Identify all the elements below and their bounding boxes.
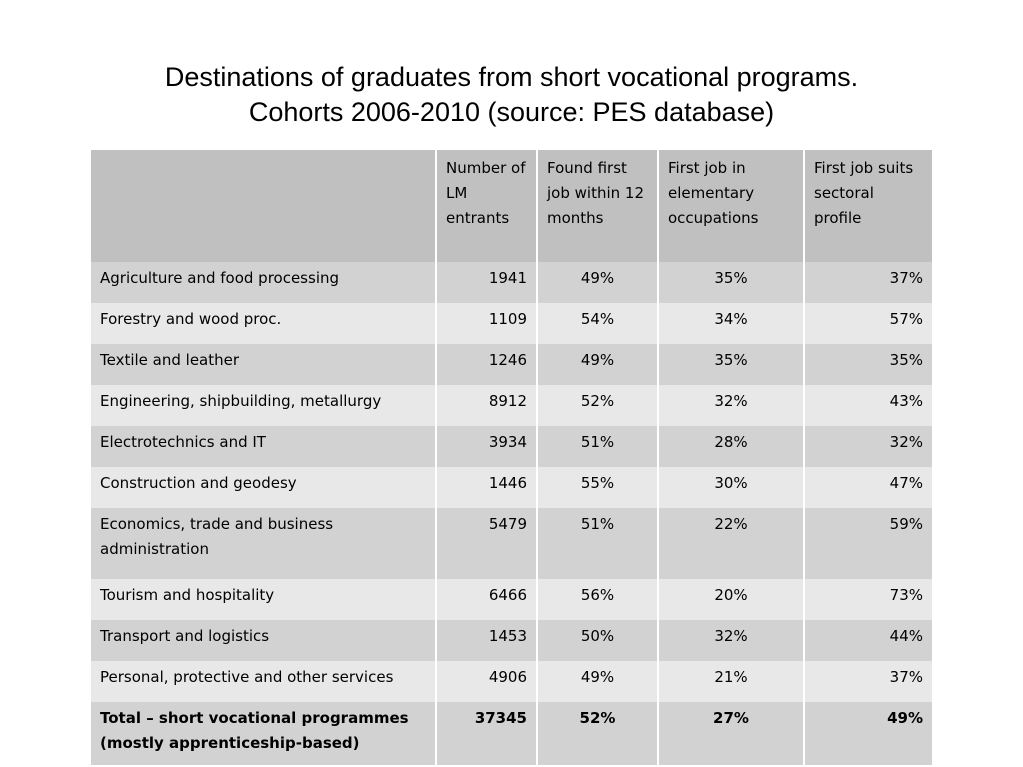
suits-profile-cell: 57% [804, 303, 932, 344]
elementary-cell: 35% [658, 344, 804, 385]
sector-cell: Economics, trade and business administration [91, 508, 436, 579]
page-title [0, 60, 1023, 130]
graduates-destinations-table [91, 150, 932, 765]
found-job-cell: 55% [537, 467, 658, 508]
suits-profile-cell: 32% [804, 426, 932, 467]
found-job-cell: 52% [537, 702, 658, 765]
table-row [91, 426, 932, 467]
sector-cell: Construction and geodesy [91, 467, 436, 508]
sector-cell: Agriculture and food processing [91, 262, 436, 303]
title-line-1: Destinations of graduates from short vocational programs. [164, 62, 859, 92]
sector-cell: Total – short vocational programmes (mostly apprenticeship-based) [91, 702, 436, 765]
sector-cell: Electrotechnics and IT [91, 426, 436, 467]
table-row [91, 661, 932, 702]
suits-profile-cell: 49% [804, 702, 932, 765]
found-job-cell: 51% [537, 426, 658, 467]
header-sector [91, 150, 436, 262]
entrants-cell: 6466 [436, 579, 537, 620]
title-line-2: Cohorts 2006-2010 (source: PES database) [248, 97, 775, 127]
sector-cell: Tourism and hospitality [91, 579, 436, 620]
table-row [91, 385, 932, 426]
table-row [91, 508, 932, 579]
suits-profile-cell: 37% [804, 262, 932, 303]
elementary-cell: 28% [658, 426, 804, 467]
elementary-cell: 27% [658, 702, 804, 765]
header-elementary: First job in elementary occupations [658, 150, 804, 262]
elementary-cell: 22% [658, 508, 804, 579]
entrants-cell: 37345 [436, 702, 537, 765]
table-row-total [91, 702, 932, 765]
table-row [91, 262, 932, 303]
suits-profile-cell: 37% [804, 661, 932, 702]
elementary-cell: 35% [658, 262, 804, 303]
entrants-cell: 1246 [436, 344, 537, 385]
suits-profile-cell: 73% [804, 579, 932, 620]
found-job-cell: 52% [537, 385, 658, 426]
table-row [91, 303, 932, 344]
entrants-cell: 1453 [436, 620, 537, 661]
suits-profile-cell: 44% [804, 620, 932, 661]
sector-cell: Forestry and wood proc. [91, 303, 436, 344]
table-row [91, 467, 932, 508]
sector-cell: Transport and logistics [91, 620, 436, 661]
elementary-cell: 21% [658, 661, 804, 702]
header-suits-profile: First job suits sectoral profile [804, 150, 932, 262]
found-job-cell: 49% [537, 262, 658, 303]
table-row [91, 579, 932, 620]
found-job-cell: 49% [537, 344, 658, 385]
table-row [91, 620, 932, 661]
sector-cell: Engineering, shipbuilding, metallurgy [91, 385, 436, 426]
elementary-cell: 32% [658, 620, 804, 661]
suits-profile-cell: 43% [804, 385, 932, 426]
elementary-cell: 20% [658, 579, 804, 620]
table-header-row [91, 150, 932, 262]
table-row [91, 344, 932, 385]
entrants-cell: 1941 [436, 262, 537, 303]
suits-profile-cell: 59% [804, 508, 932, 579]
elementary-cell: 32% [658, 385, 804, 426]
entrants-cell: 1446 [436, 467, 537, 508]
entrants-cell: 8912 [436, 385, 537, 426]
found-job-cell: 49% [537, 661, 658, 702]
found-job-cell: 50% [537, 620, 658, 661]
entrants-cell: 1109 [436, 303, 537, 344]
sector-cell: Textile and leather [91, 344, 436, 385]
header-entrants: Number of LM entrants [436, 150, 537, 262]
entrants-cell: 3934 [436, 426, 537, 467]
sector-cell: Personal, protective and other services [91, 661, 436, 702]
found-job-cell: 51% [537, 508, 658, 579]
elementary-cell: 30% [658, 467, 804, 508]
header-found-job: Found first job within 12 months [537, 150, 658, 262]
suits-profile-cell: 35% [804, 344, 932, 385]
elementary-cell: 34% [658, 303, 804, 344]
entrants-cell: 5479 [436, 508, 537, 579]
found-job-cell: 54% [537, 303, 658, 344]
found-job-cell: 56% [537, 579, 658, 620]
entrants-cell: 4906 [436, 661, 537, 702]
suits-profile-cell: 47% [804, 467, 932, 508]
